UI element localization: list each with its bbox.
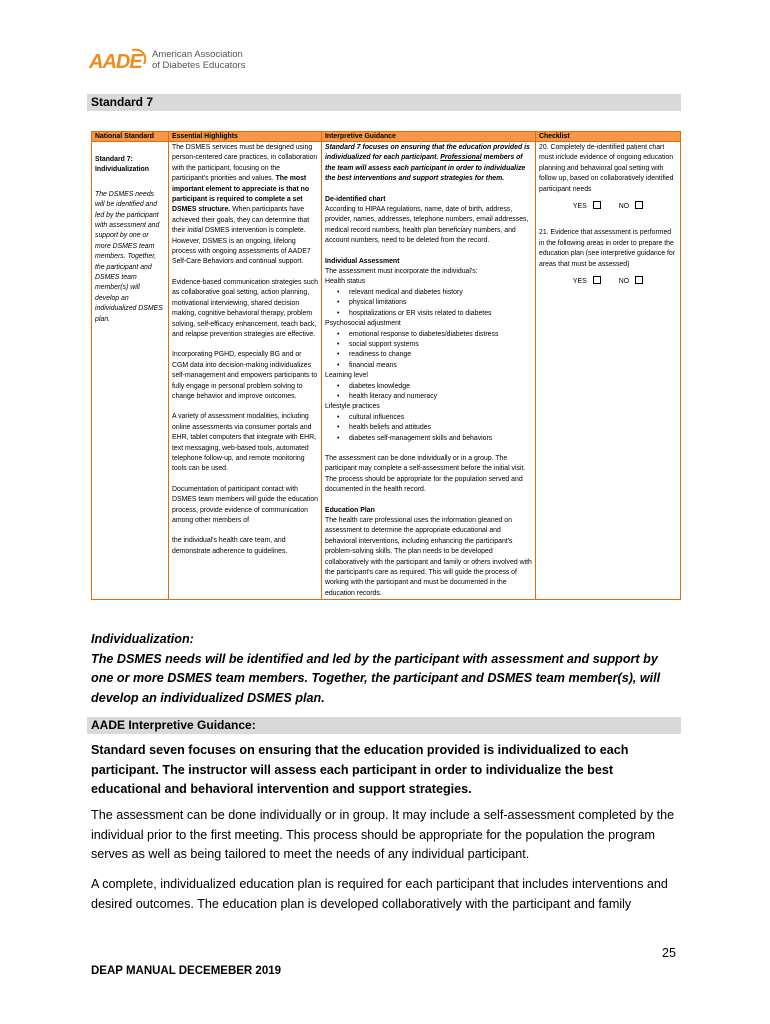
header-essential-highlights: Essential Highlights: [169, 132, 322, 142]
highlight-3: Incorporating PGHD, especially BG and or CGM data into decision-making individualizes self-management and empowers participants to fully engage in personal problem solving to change behavior and improve outcomes.: [172, 351, 318, 400]
checklist-item-21: 21. Evidence that assessment is performed in the following areas in order to prepare the education plan (see interpretive guidance for areas that must be assessed): [539, 229, 675, 268]
highlight-5b: the individual's health care team, and demonstrate adherence to guidelines.: [172, 537, 288, 555]
essential-highlights-cell: [169, 142, 322, 600]
standard-title: Individualization: [95, 166, 149, 174]
yes-option[interactable]: [573, 276, 601, 287]
group-label: Psychosocial adjustment: [325, 320, 401, 328]
group-psychosocial: [325, 319, 532, 371]
highlight-4: A variety of assessment modalities, including online assessments via consumer portals and EHR, tablet computers that integrate with EHR, text messaging, web-based tools, automated telephone follow-up, and remote monitoring tools can be used.: [172, 413, 317, 473]
table-header-row: [92, 132, 681, 142]
standard-description: The DSMES needs will be identified and led by the participant with assessment and support by one or more DSMES team members. Together, the participant and DSMES team member(s) will develop an individualized DSMES plan.: [95, 190, 163, 323]
deid-title: De-identified chart: [325, 195, 386, 203]
guidance-paragraph-3: A complete, individualized education plan is required for each participant that includes interventions and desired outcomes. The education plan is developed collaboratively with the participant and family: [91, 877, 668, 911]
ia-intro: The assessment must incorporate the individual's:: [325, 268, 478, 276]
svg-text:AADE: AADE: [89, 51, 142, 73]
guidance-intro-1: Standard 7 focuses on ensuring that the education provided is individualized for each participant.: [325, 144, 530, 162]
aade-logo-mark: [88, 46, 150, 76]
guidance-title: AADE Interpretive Guidance:: [87, 717, 681, 734]
guidance-paragraph-bold: Standard seven focuses on ensuring that the education provided is individualized to each participant. The instructor will assess each participant in order to individualize the best educational and behavioral intervention and support strategies.: [91, 743, 629, 796]
group-lifestyle: [325, 402, 532, 444]
yes-no-20: [539, 201, 677, 212]
highlight-1d: DSMES intervention is complete. However, DSMES is an ongoing, lifelong process with ongoing assessments of AADE7 Self-Care Behaviors and continual support.: [172, 227, 311, 266]
group-learning: [325, 371, 532, 402]
list-item: • cultural influences: [337, 413, 532, 423]
interpretive-guidance-cell: [322, 142, 536, 600]
checkbox-icon[interactable]: [635, 276, 643, 284]
standard-table: [91, 131, 681, 600]
checkbox-icon[interactable]: [635, 201, 643, 209]
list-item: • readiness to change: [337, 350, 532, 360]
list-item: • emotional response to diabetes/diabetes distress: [337, 330, 532, 340]
individualization-heading: Individualization:: [91, 632, 194, 646]
no-label: NO: [618, 203, 630, 211]
list-item: • social support systems: [337, 340, 532, 350]
yes-label: YES: [572, 203, 587, 211]
highlight-1: [172, 143, 318, 268]
guidance-intro-2: members of the team will assess each participant in order to individualize the best interventions and support strategies for them.: [325, 154, 526, 183]
list-item: • diabetes knowledge: [337, 382, 532, 392]
ia-title: Individual Assessment: [325, 257, 400, 265]
standard-number: Standard 7:: [95, 156, 133, 163]
table-row: [92, 142, 681, 600]
list-item: • health literacy and numeracy: [337, 392, 532, 402]
no-option[interactable]: [619, 276, 643, 287]
footer: DEAP MANUAL DECEMEBER 2019: [91, 965, 282, 977]
highlight-1a: The DSMES services must be designed using person-centered care practices, in collaboration with the participant, focusing on the participant's priorities and values.: [172, 144, 318, 183]
header-interpretive-guidance: Interpretive Guidance: [322, 132, 536, 142]
checkbox-icon[interactable]: [593, 201, 601, 209]
individualization-text: The DSMES needs will be identified and led by the participant with assessment and support by one or more DSMES team members. Together, the participant and DSMES team member(s), will develop an individualized DSMES plan.: [91, 651, 661, 705]
group-health: [325, 277, 532, 319]
national-standard-cell: [92, 142, 169, 600]
yes-option[interactable]: [573, 201, 601, 212]
guidance-intro: [325, 143, 532, 185]
org-name-line1: American Association: [152, 49, 243, 60]
highlight-2: Evidence-based communication strategies such as collaborative goal setting, action planning, motivational interviewing, shared decision making, cognitive behavioral therapy, problem solving, self-efficacy enhancement, teach back, and relapse prevention strategies are effective.: [172, 278, 318, 338]
guidance-paragraph-2: The assessment can be done individually or in group. It may include a self-assessment completed by the individual prior to the first meeting. This process should be appropriate for the population the program serves as well as being tailored to meet the needs of any individual participant.: [91, 808, 675, 861]
header-national-standard: National Standard: [92, 132, 169, 142]
list-item: • physical limitations: [337, 298, 532, 308]
header-checklist: Checklist: [536, 132, 681, 142]
group-label: Lifestyle practices: [325, 403, 380, 411]
group-label: Health status: [325, 278, 366, 286]
no-option[interactable]: [619, 201, 643, 212]
section-title: Standard 7: [87, 94, 681, 111]
page-number: 25: [662, 946, 676, 960]
list-item: • relevant medical and diabetes history: [337, 288, 532, 298]
list-item: • health beliefs and attitudes: [337, 423, 532, 433]
highlight-1b: The most important element to appreciate is that no participant is required to complete a set DSMES structure.: [172, 175, 310, 214]
group-assessment-text: The assessment can be done individually or in a group. The participant may complete a self-assessment before the initial visit. The process should be appropriate for the population served and documented in the health record.: [325, 454, 526, 494]
org-name: [152, 50, 245, 71]
yes-label: YES: [572, 278, 587, 286]
org-name-line2: of Diabetes Educators: [152, 59, 246, 71]
highlight-1c: When participants have achieved their goals, they can determine that their: [172, 206, 310, 235]
ep-title: Education Plan: [325, 506, 375, 514]
yes-no-21: [539, 276, 677, 287]
list-item: • financial means: [337, 361, 532, 371]
highlight-5a: Documentation of participant contact with DSMES team members will guide the education process, provide evidence of communication among other members of: [172, 485, 318, 524]
highlight-1c-em: initial: [187, 227, 204, 235]
ep-text: The health care professional uses the information gleaned on assessment to determine the appropriate educational and behavioral interventions, including enhancing the participant's problem-solving skills. The plan needs to be developed collaboratively with the participant and family or others involved with the participant's care as required. This will guide the process of working with the participant and must be documented in the education records.: [325, 517, 532, 597]
no-label: NO: [618, 278, 630, 286]
checkbox-icon[interactable]: [593, 276, 601, 284]
guidance-intro-u: Professional: [440, 154, 482, 162]
list-item: • hospitalizations or ER visits related to diabetes: [337, 309, 532, 319]
deid-text: According to HIPAA regulations, name, date of birth, address, provider, names, addresses, telephone numbers, email addresses, medical record numbers, health plan beneficiary numbers, and account numbers, need to be deleted from the record.: [325, 206, 529, 245]
checklist-cell: [536, 142, 681, 600]
checklist-item-20: 20. Completely de-identified patient chart must include evidence of ongoing education planning and behavioral goal setting with follow up, based on collaboratively identified participant needs: [539, 144, 674, 193]
group-label: Learning level: [325, 372, 368, 380]
individualization-block: [91, 630, 681, 708]
list-item: • diabetes self-management skills and behaviors: [337, 434, 532, 444]
